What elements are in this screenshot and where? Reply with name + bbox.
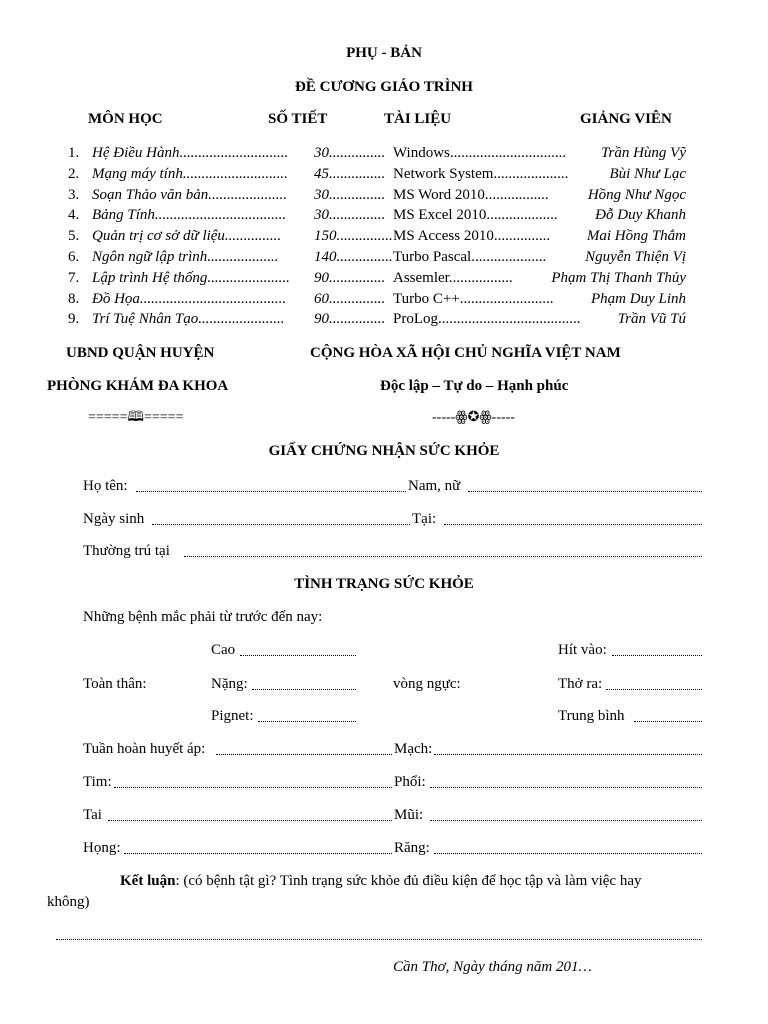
course-row [0,143,768,163]
course-teacher: Mai Hồng Thắm [586,228,686,245]
col-header-hours: SỐ TIẾT [268,111,328,127]
course-row [0,268,768,288]
throat-label: Họng: [83,840,121,856]
gender-label: Nam, nữ [408,478,461,494]
course-subject: Đồ Họa....................................... [92,290,287,307]
birthplace-field[interactable] [444,523,702,525]
course-document: MS Word 2010................. [393,186,549,203]
course-teacher: Đỗ Duy Khanh [595,207,686,224]
diseases-label: Những bệnh mắc phải từ trước đến nay: [83,609,323,625]
average-field[interactable] [634,720,702,722]
course-subject: Lập trình Hệ thống...................... [92,269,290,286]
course-subject: Bảng Tính................................... [92,207,287,224]
course-subject: Mạng máy tính............................ [92,165,288,182]
birthplace-label: Tại: [412,511,437,527]
dob-field[interactable] [152,523,410,525]
course-row [0,164,768,184]
inhale-label: Hít vào: [558,642,607,658]
district-committee: UBND QUẬN HUYỆN [66,345,215,361]
blood-pressure-field[interactable] [216,753,392,755]
course-number: 9. [68,311,80,328]
course-teacher: Trần Hùng Vỹ [600,145,686,161]
health-status-title: TÌNH TRẠNG SỨC KHỎE [294,576,474,592]
name-field[interactable] [136,490,406,492]
course-teacher: Phạm Duy Linh [591,290,686,307]
conclusion-text: : (có bệnh tật gì? Tình trạng sức khỏe đủ điều kiện để học tập và làm việc hay [175,873,642,889]
course-number: 1. [68,145,80,161]
pignet-field[interactable] [258,720,356,722]
course-document: MS Access 2010............... [393,228,551,245]
weight-field[interactable] [252,688,356,690]
course-hours: 90............... [314,269,386,286]
residence-field[interactable] [184,555,702,557]
col-header-teacher: GIẢNG VIÊN [580,111,672,127]
blood-pressure-label: Tuần hoàn huyết áp: [83,741,206,757]
course-subject: Trí Tuệ Nhân Tạo....................... [92,311,285,328]
pulse-label: Mạch: [394,741,433,757]
conclusion-label: Kết luận [120,873,176,889]
course-row [0,309,768,329]
date-line: Cần Thơ, Ngày tháng năm 201… [393,959,592,975]
course-number: 6. [68,249,80,265]
nose-label: Mũi: [394,807,424,823]
col-header-document: TÀI LIỆU [384,111,452,127]
course-hours: 30............... [314,145,386,161]
height-label: Cao [211,642,236,658]
course-number: 5. [68,228,80,245]
country-name: CỘNG HÒA XÃ HỘI CHỦ NGHĨA VIỆT NAM [310,345,621,361]
course-subject: Soạn Thảo văn bản..................... [92,186,287,203]
course-hours: 30............... [314,207,386,224]
course-number: 3. [68,186,80,203]
body-label: Toàn thân: [83,676,147,692]
course-document: Windows............................... [393,145,567,161]
ear-label: Tai [83,807,102,823]
heart-field[interactable] [114,786,392,788]
course-document: Assemler................. [393,269,513,286]
course-number: 7. [68,269,80,286]
course-row [0,226,768,246]
course-teacher: Bùi Như Lạc [609,165,686,182]
throat-field[interactable] [124,852,392,854]
course-document: Turbo Pascal.................... [393,249,547,265]
residence-label: Thường trú tại [83,543,170,559]
course-number: 2. [68,165,80,182]
course-row [0,247,768,267]
course-document: Network System.................... [393,165,569,182]
teeth-label: Răng: [394,840,430,856]
conclusion-text-end: không) [47,894,90,910]
weight-label: Nặng: [211,676,248,692]
height-field[interactable] [240,654,356,656]
pignet-label: Pignet: [211,708,254,724]
course-document: ProLog...................................... [393,311,581,328]
certificate-title: GIẤY CHỨNG NHẬN SỨC KHỎE [268,443,500,459]
course-hours: 45............... [314,165,386,182]
gender-field[interactable] [468,490,702,492]
course-row [0,185,768,205]
appendix-title: PHỤ - BẢN [346,45,422,61]
conclusion-field[interactable] [56,938,702,940]
course-teacher: Phạm Thị Thanh Thủy [551,269,686,286]
col-header-subject: MÔN HỌC [88,111,163,127]
appendix-subtitle: ĐỀ CƯƠNG GIÁO TRÌNH [295,79,473,95]
course-hours: 90............... [314,311,386,328]
course-teacher: Hồng Như Ngọc [587,186,686,203]
motto: Độc lập – Tự do – Hạnh phúc [380,378,569,394]
lungs-label: Phổi: [394,774,426,790]
course-hours: 150............... [314,228,393,245]
course-hours: 140............... [314,249,393,265]
clinic-name: PHÒNG KHÁM ĐA KHOA [47,378,229,394]
course-document: Turbo C++......................... [393,290,554,307]
course-number: 4. [68,207,80,224]
conclusion-line [120,872,641,890]
course-row [0,289,768,309]
inhale-field[interactable] [612,654,702,656]
course-hours: 60............... [314,290,386,307]
ear-field[interactable] [108,819,392,821]
course-teacher: Trần Vũ Tú [617,311,686,328]
pulse-field[interactable] [434,753,702,755]
left-ornament: =====🕮===== [88,410,184,425]
teeth-field[interactable] [434,852,702,854]
chest-label: vòng ngực: [393,676,461,692]
dob-label: Ngày sinh [83,511,145,527]
nose-field[interactable] [430,819,702,821]
course-document: MS Excel 2010................... [393,207,558,224]
lungs-field[interactable] [430,786,702,788]
average-label: Trung bình [558,708,625,724]
course-subject: Quản trị cơ sở dữ liệu............... [92,228,282,245]
exhale-field[interactable] [606,688,702,690]
course-hours: 30............... [314,186,386,203]
course-subject: Hệ Điều Hành............................. [92,145,289,161]
course-subject: Ngôn ngữ lập trình................... [92,249,279,265]
course-number: 8. [68,290,80,307]
right-ornament: -----ꙮ✪ꙮ----- [432,410,515,425]
exhale-label: Thở ra: [558,676,603,692]
course-row [0,205,768,225]
heart-label: Tim: [83,774,112,790]
course-teacher: Nguyễn Thiện Vị [585,249,686,265]
name-label: Họ tên: [83,478,128,494]
